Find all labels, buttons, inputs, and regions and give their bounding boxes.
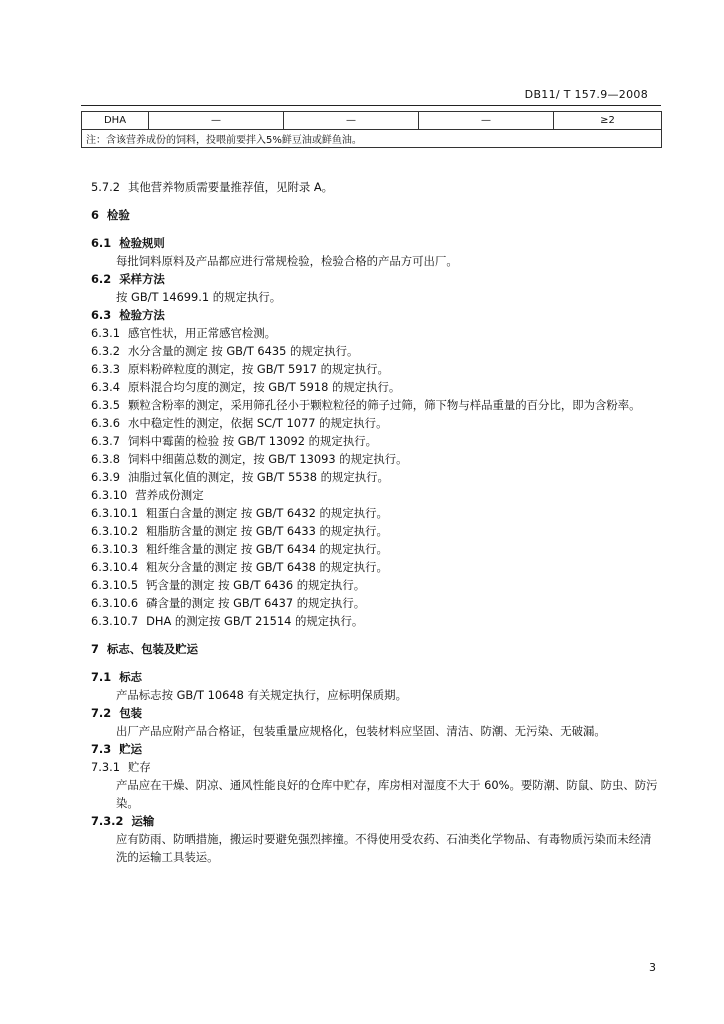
- clause-6-3-10-5: 6.3.10.5 钙含量的测定 按 GB/T 6436 的规定执行。: [91, 578, 366, 592]
- clause-6-3-heading: 6.3 检验方法: [91, 308, 165, 322]
- nutrient-table: [81, 111, 662, 148]
- table-cell: —: [419, 112, 554, 130]
- clause-6-3-10-4: 6.3.10.4 粗灰分含量的测定 按 GB/T 6438 的规定执行。: [91, 560, 388, 574]
- clause-6-3-8: 6.3.8 饲料中细菌总数的测定，按 GB/T 13093 的规定执行。: [91, 452, 408, 466]
- clause-7-3-1-text: 产品应在干燥、阴凉、通风性能良好的仓库中贮存，库房相对湿度不大于 60%。要防潮、防鼠、防虫、防污染。: [116, 778, 658, 810]
- clause-6-2-text: 按 GB/T 14699.1 的规定执行。: [116, 290, 282, 304]
- clause-7-3-heading: 7.3 贮运: [91, 742, 142, 756]
- table-cell: —: [149, 112, 284, 130]
- page-number: 3: [649, 961, 656, 974]
- clause-7-1-text: 产品标志按 GB/T 10648 有关规定执行，应标明保质期。: [116, 688, 407, 702]
- table-note-row: [82, 130, 662, 148]
- clause-6-3-2: 6.3.2 水分含量的测定 按 GB/T 6435 的规定执行。: [91, 344, 359, 358]
- clause-7-3-2-heading: 7.3.2 运输: [91, 814, 155, 828]
- table-cell: ≥2: [554, 112, 662, 130]
- clause-7-3-1-heading: 7.3.1 贮存: [91, 760, 151, 774]
- clause-6-3-1: 6.3.1 感官性状，用正常感官检测。: [91, 326, 277, 340]
- table-row: [82, 112, 662, 130]
- document-body: [91, 178, 661, 866]
- clause-6-3-10: 6.3.10 营养成份测定: [91, 488, 204, 502]
- clause-6-3-10-7: 6.3.10.7 DHA 的测定按 GB/T 21514 的规定执行。: [91, 614, 364, 628]
- clause-7-1-heading: 7.1 标志: [91, 670, 142, 684]
- section-7-heading: 7 标志、包装及贮运: [91, 642, 199, 656]
- header-rule: [81, 105, 661, 106]
- clause-6-3-10-3: 6.3.10.3 粗纤维含量的测定 按 GB/T 6434 的规定执行。: [91, 542, 388, 556]
- table-cell: DHA: [82, 112, 149, 130]
- clause-6-3-10-1: 6.3.10.1 粗蛋白含量的测定 按 GB/T 6432 的规定执行。: [91, 506, 388, 520]
- section-6-heading: 6 检验: [91, 208, 130, 222]
- clause-6-1-text: 每批饲料原料及产品都应进行常规检验，检验合格的产品方可出厂。: [116, 254, 458, 268]
- document-code: DB11/ T 157.9—2008: [524, 88, 648, 101]
- clause-7-2-text: 出厂产品应附产品合格证，包装重量应规格化，包装材料应坚固、清洁、防潮、无污染、无破漏。: [116, 724, 606, 738]
- clause-6-3-5: 6.3.5 颗粒含粉率的测定，采用筛孔径小于颗粒粒径的筛子过筛，筛下物与样品重量的百分比，即为含粉率。: [91, 398, 641, 412]
- table-note: 注：含该营养成份的饲料，投喂前要拌入5%鲜豆油或鲜鱼油。: [82, 130, 662, 148]
- clause-6-3-6: 6.3.6 水中稳定性的测定，依据 SC/T 1077 的规定执行。: [91, 416, 388, 430]
- clause-6-1-heading: 6.1 检验规则: [91, 236, 165, 250]
- clause-6-3-10-6: 6.3.10.6 磷含量的测定 按 GB/T 6437 的规定执行。: [91, 596, 366, 610]
- clause-6-3-3: 6.3.3 原料粉碎粒度的测定，按 GB/T 5917 的规定执行。: [91, 362, 389, 376]
- clause-6-3-4: 6.3.4 原料混合均匀度的测定，按 GB/T 5918 的规定执行。: [91, 380, 401, 394]
- clause-6-2-heading: 6.2 采样方法: [91, 272, 165, 286]
- table-cell: —: [284, 112, 419, 130]
- clause-5-7-2: 5.7.2 其他营养物质需要量推荐值，见附录 A。: [91, 180, 334, 194]
- clause-7-3-2-text: 应有防雨、防晒措施，搬运时要避免强烈摔撞。不得使用受农药、石油类化学物品、有毒物质污染而未经清洗的运输工具装运。: [116, 832, 652, 864]
- clause-7-2-heading: 7.2 包装: [91, 706, 142, 720]
- clause-6-3-10-2: 6.3.10.2 粗脂肪含量的测定 按 GB/T 6433 的规定执行。: [91, 524, 388, 538]
- clause-6-3-7: 6.3.7 饲料中霉菌的检验 按 GB/T 13092 的规定执行。: [91, 434, 377, 448]
- clause-6-3-9: 6.3.9 油脂过氧化值的测定，按 GB/T 5538 的规定执行。: [91, 470, 389, 484]
